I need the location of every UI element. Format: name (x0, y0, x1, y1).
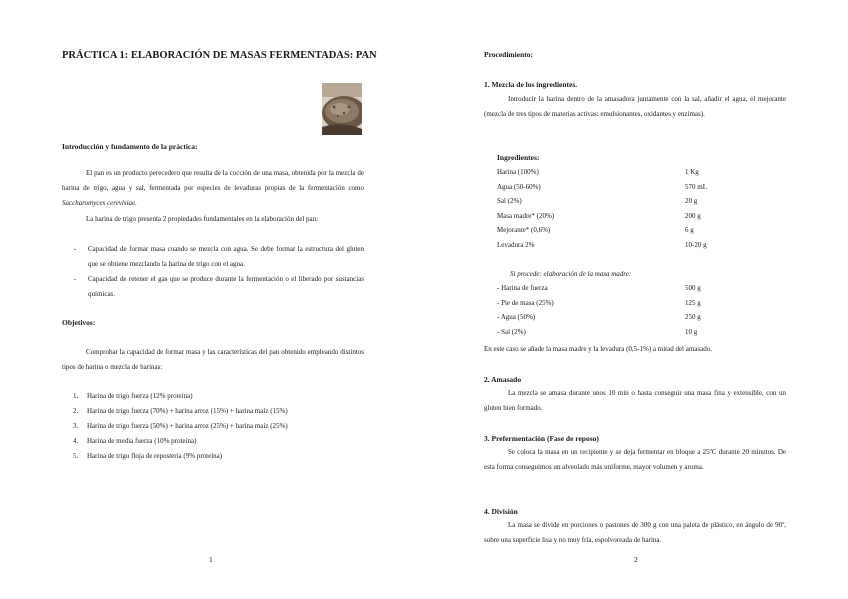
intro-paragraph-2: La harina de trigo presenta 2 propiedades fundamentales en la elaboración del pan: (86, 215, 319, 223)
step-3-heading: 3. Prefermentación (Fase de reposo) (484, 434, 599, 443)
properties-list (62, 242, 364, 302)
table-row: Sal (2%) 20 g (497, 197, 698, 205)
table-row: - Sal (2%) 10 g (497, 327, 698, 336)
flour-item: 3. Harina de trigo fuerza (50%) + harina arroz (25%) + harina maíz (25%) (73, 422, 288, 430)
table-row: - Harina de fuerza 500 g (497, 284, 701, 292)
flour-item: 5. Harina de trigo floja de repostería (9% proteína) (73, 452, 223, 460)
step-4-heading: 4. División (484, 507, 518, 516)
procedure-heading: Procedimiento: (484, 50, 534, 59)
flour-item: 4. Harina de media fuerza (10% proteína) (73, 437, 197, 445)
page-number: 1 (209, 555, 213, 564)
bread-photo-image (322, 83, 362, 135)
step-4-text: La masa se divide en porciones o pastones de 300 g con una paleta de plástico, en ángulo de 90º, sobre una superficie lisa y no muy fría, espolvoreada de harina. (484, 521, 786, 544)
table-row: Harina (100%) 1 Kg (497, 168, 699, 176)
document-title: PRÁCTICA 1: ELABORACIÓN DE MASAS FERMENTADAS: PAN (62, 50, 377, 61)
intro-paragraph-1 (62, 166, 364, 211)
sourdough-heading: Si procede: elaboración de la masa madre: (510, 270, 632, 278)
table-row: Mejorante* (0,6%) 6 g (497, 226, 694, 234)
objectives-heading: Objetivos: (62, 318, 96, 327)
table-row: Masa madre* (20%) 200 g (497, 211, 701, 220)
table-row: - Agua (50%) 250 g (497, 313, 701, 321)
sourdough-note: En este caso se añade la masa madre y la levadura (0,5-1%) a mitad del amasado. (484, 345, 712, 353)
bread-photo (322, 83, 362, 135)
objectives-paragraph: Comprobar la capacidad de formar masa y las características del pan obtenido empleando distintos tipos de harina o mezcla de harinas: (62, 348, 364, 371)
property-item: - Capacidad de formar masa cuando se mezcla con agua. Se debe formar la estructura del gluten que se obtiene mezclando la harina de trigo con el agua. (74, 245, 364, 268)
table-row: Levadura 2% 10-20 g (497, 240, 707, 249)
species-name: Saccharomyces cerevisiae. (62, 199, 137, 207)
flour-list (73, 389, 373, 464)
intro-paragraph-1-text: El pan es un producto perecedero que resulta de la cocción de una masa, obtenida por la mezcla de harina de trigo, agua y sal, fermentada por especies de levaduras propias de la fermentación como (62, 169, 364, 192)
sourdough-table (497, 284, 737, 342)
step-3-text: Se coloca la masa en un recipiente y se deja fermentar en bloque a 25ºC durante 20 minutos. De esta forma conseguimos un alveolado más uniforme, mayor volumen y aroma. (484, 448, 786, 471)
flour-item: 1. Harina de trigo fuerza (12% proteína) (73, 392, 193, 400)
step-2-heading: 2. Amasado (484, 375, 522, 384)
step-2-text: La mezcla se amasa durante unos 10 min o hasta conseguir una masa fina y extensible, con un gluten bien formado. (484, 389, 786, 412)
table-row: Agua (50-60%) 570 mL (497, 182, 707, 191)
property-item: - Capacidad de retener el gas que se produce durante la fermentación o el liberado por sustancias químicas. (74, 275, 364, 298)
ingredients-table (497, 168, 737, 255)
table-row: - Pie de masa (25%) 125 g (497, 298, 701, 307)
step-1-text: Introducir la harina dentro de la amasadora juntamente con la sal, añadir el agua, el mejorante (mezcla de tres tipos de materias activas: emulsionantes, oxidantes y enzimas). (484, 95, 786, 118)
ingredients-heading: Ingredientes: (497, 153, 540, 162)
page-2 (424, 0, 848, 599)
page-number: 2 (634, 555, 638, 564)
step-1-heading: 1. Mezcla de los ingredientes. (484, 80, 578, 89)
intro-heading: Introducción y fundamento de la práctica: (62, 142, 198, 151)
flour-item: 2. Harina de trigo fuerza (70%) + harina arroz (15%) + harina maíz (15%) (73, 407, 288, 415)
